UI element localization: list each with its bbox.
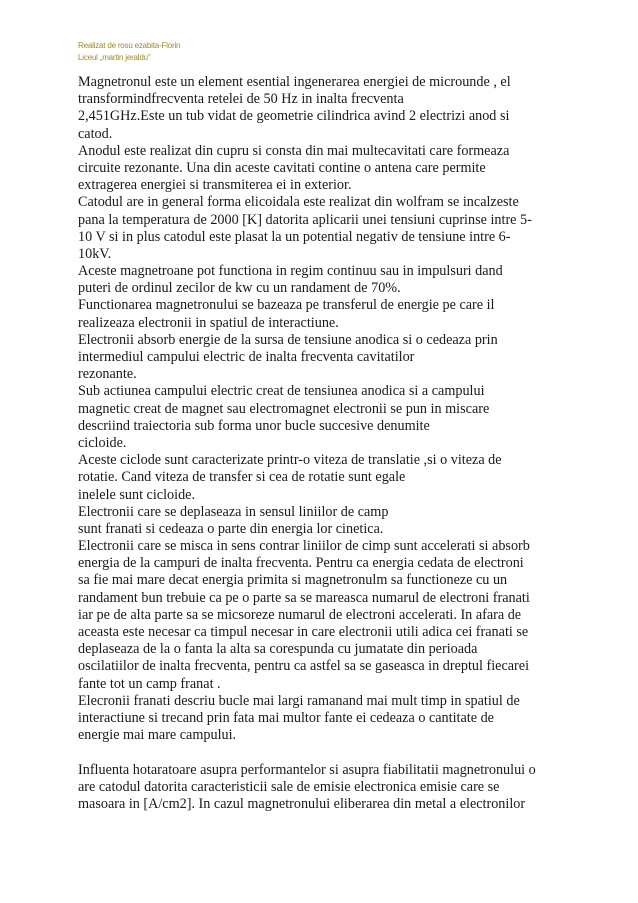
text-line: cicloide. bbox=[78, 434, 127, 451]
text-line: Anodul este realizat din cupru si consta din mai multecavitati care formeaza bbox=[78, 142, 510, 159]
text-line: Magnetronul este un element esential ingenerarea energiei de microunde , el bbox=[78, 74, 511, 90]
text-line: circuite rezonante. Una din aceste cavitati contine o antena care permite bbox=[78, 159, 486, 176]
text-line: oscilatiilor de inalta frecventa, pentru ca astfel sa se gaseasca in dreptul fiecarei bbox=[78, 658, 530, 675]
text-line: energia de la campuri de inalta frecventa. Pentru ca energia cedata de electroni bbox=[78, 555, 524, 572]
text-line: energie mai mare campului. bbox=[78, 727, 237, 744]
text-line: puteri de ordinul zecilor de kw cu un randament de 70%. bbox=[78, 280, 401, 297]
text-line: Sub actiunea campului electric creat de tensiunea anodica si a campului bbox=[78, 383, 485, 400]
text-line: Electronii care se misca in sens contrar liniilor de cimp sunt accelerati si absorb bbox=[78, 538, 530, 555]
text-line: Influenta hotaratoare asupra performantelor si asupra fiabilitatii magnetronului o bbox=[78, 761, 536, 778]
text-line: aceasta este necesar ca timpul necesar in care electronii utili adica cei franati se bbox=[78, 624, 529, 640]
text-line: interactiune si trecand prin fata mai multor fante ei cedeaza o cantitate de bbox=[78, 709, 494, 726]
text-line: randament bun trebuie ca pe o parte sa se mareasca numarul de electroni franati bbox=[78, 589, 530, 606]
text-line: Catodul are in general forma elicoidala este realizat din wolfram se incalzeste bbox=[78, 194, 519, 211]
text-line: inelele sunt cicloide. bbox=[78, 486, 196, 503]
text-line: deplaseaza de la o fanta la alta sa corespunda cu jumatate din perioada bbox=[78, 641, 478, 658]
text-line: Aceste magnetroane pot functiona in regim continuu sau in impulsuri dand bbox=[78, 263, 503, 280]
text-line: Elecronii franati descriu bucle mai largi ramanand mai mult timp in spatiul de bbox=[78, 692, 520, 709]
text-line: iar pe de alta parte sa se micsoreze numarul de electroni accelerati. In afara de bbox=[78, 606, 522, 623]
text-line: Electronii care se deplaseaza in sensul liniilor de camp bbox=[78, 503, 389, 520]
page-header bbox=[78, 40, 180, 64]
text-line: transformindfrecventa retelei de 50 Hz in inalta frecventa bbox=[78, 91, 404, 108]
text-line: realizeaza electronii in spatiul de interactiune. bbox=[78, 314, 339, 331]
text-line: descriind traiectoria sub forma unor bucle succesive denumite bbox=[78, 417, 430, 434]
text-line: 2,451GHz.Este un tub vidat de geometrie cilindrica avind 2 electrizi anod si bbox=[78, 108, 510, 125]
text-line: intermediul campului electric de inalta frecventa cavitatilor bbox=[78, 349, 415, 365]
text-line: sunt franati si cedeaza o parte din energia lor cinetica. bbox=[78, 520, 384, 537]
text-line: 10 V si in plus catodul este plasat la un potential negativ de tensiune intre 6- bbox=[78, 228, 511, 245]
text-line: are catodul datorita caracteristicii sale de emisie electronica emisie care se bbox=[78, 778, 500, 795]
text-line: extragerea energiei si transmiterea ei in exterior. bbox=[78, 177, 352, 194]
header-line-1: Realizat de rosu ezabita-Florin bbox=[78, 41, 181, 50]
text-line: Functionarea magnetronului se bazeaza pe transferul de energie pe care il bbox=[78, 297, 495, 314]
text-line: sa fie mai mare decat energia primita si magnetronulm sa functioneze cu un bbox=[78, 572, 508, 589]
text-line: 10kV. bbox=[78, 245, 112, 262]
text-line: catod. bbox=[78, 125, 113, 142]
text-line: magnetic creat de magnet sau electromagnet electronii se pun in miscare bbox=[78, 400, 490, 417]
document-body bbox=[78, 74, 564, 813]
header-line-2: Liceul „martin jeraldu" bbox=[78, 53, 151, 62]
text-line: fante tot un camp franat . bbox=[78, 675, 221, 692]
text-line: rezonante. bbox=[78, 366, 137, 383]
text-line: pana la temperatura de 2000 [K] datorita aplicarii unei tensiuni cuprinse intre 5- bbox=[78, 211, 532, 228]
text-line: rotatie. Cand viteza de transfer si cea de rotatie sunt egale bbox=[78, 469, 406, 486]
text-line: Electronii absorb energie de la sursa de tensiune anodica si o cedeaza prin bbox=[78, 331, 498, 348]
text-line: masoara in [A/cm2]. In cazul magnetronului eliberarea din metal a electronilor bbox=[78, 795, 526, 812]
paragraph-spacer bbox=[78, 744, 564, 761]
text-line: Aceste ciclode sunt caracterizate printr-o viteza de translatie ,si o viteza de bbox=[78, 452, 502, 469]
